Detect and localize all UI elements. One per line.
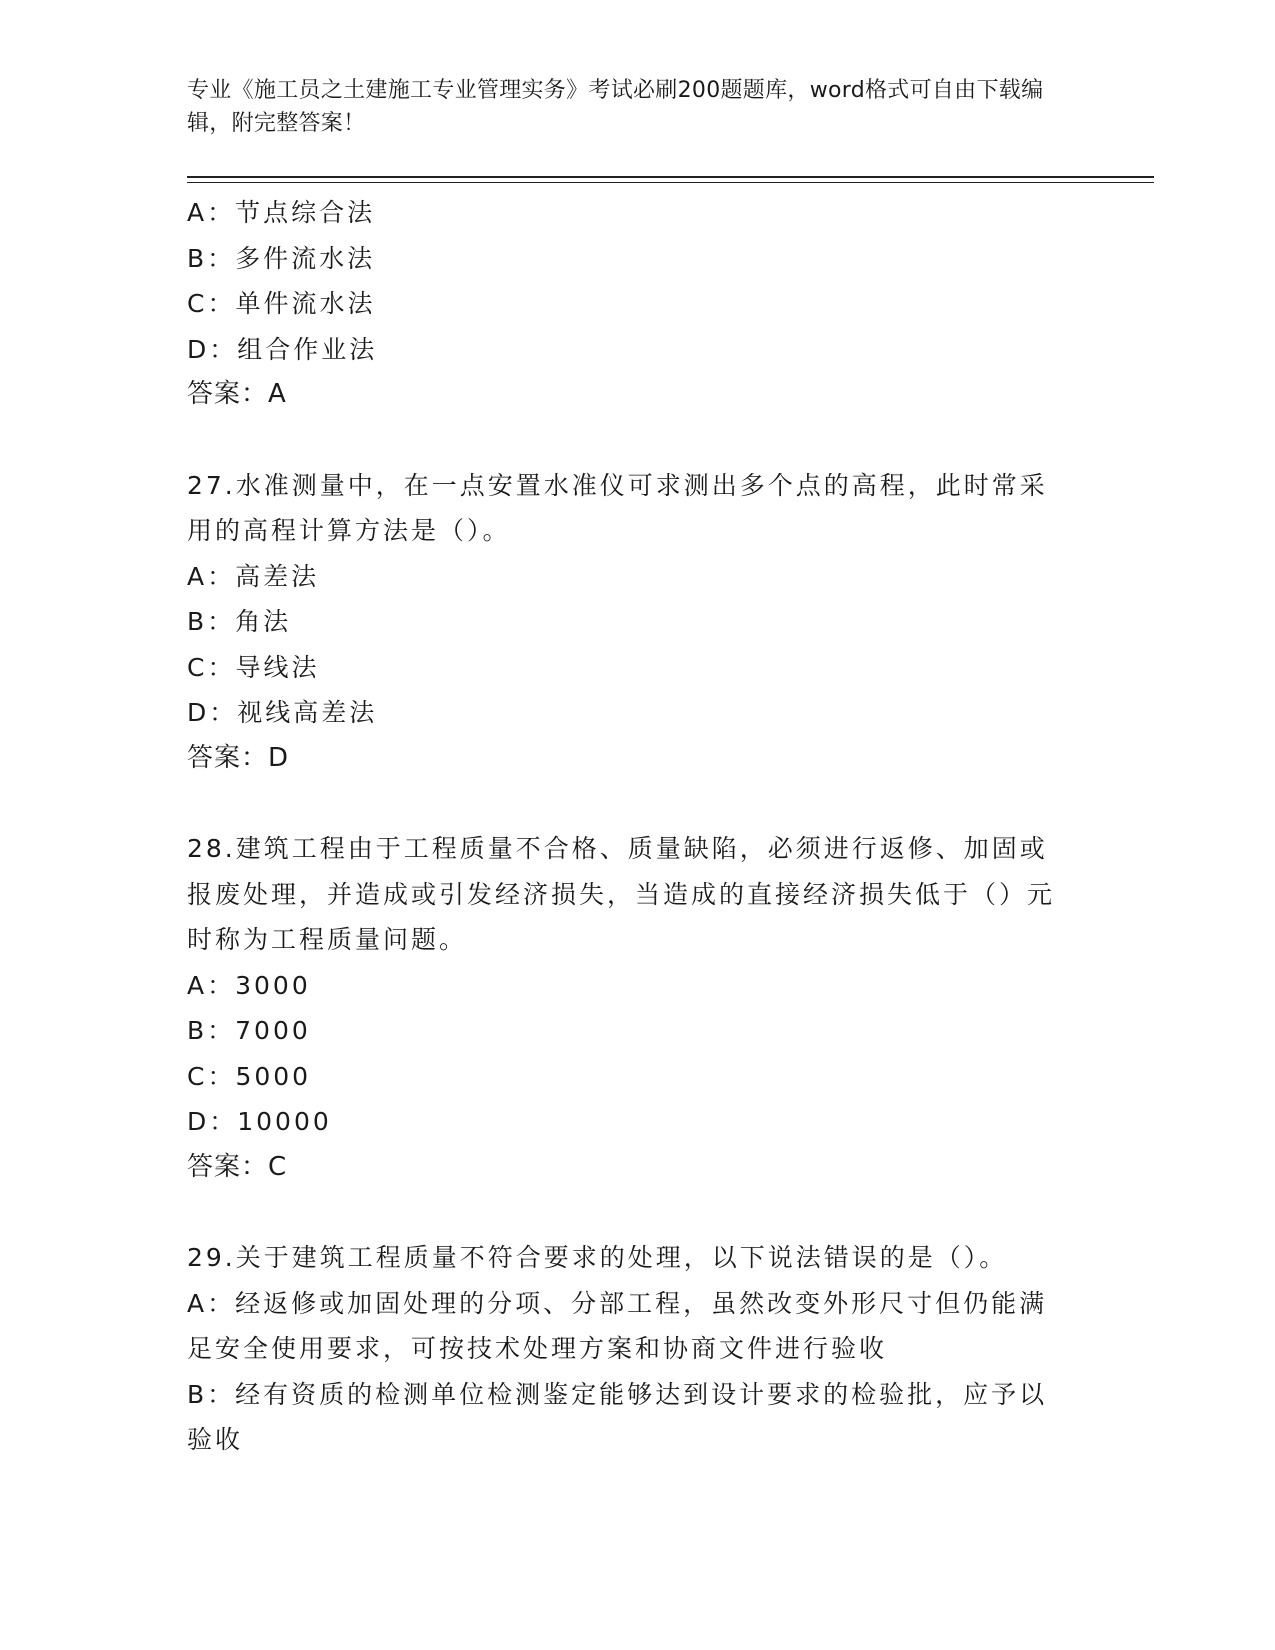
question-28-block: [187, 826, 1087, 1190]
q29-question: 29.关于建筑工程质量不符合要求的处理，以下说法错误的是（）。: [187, 1243, 1008, 1272]
q27-option-d: D：视线高差法: [187, 698, 378, 727]
header-rule-thick: [187, 176, 1154, 178]
q28-option-d: D：10000: [187, 1107, 332, 1136]
spacer: [187, 781, 1087, 826]
q28-question: 28.建筑工程由于工程质量不合格、质量缺陷，必须进行返修、加固或报废处理，并造成或引发经济损失，当造成的直接经济损失低于（）元时称为工程质量问题。: [187, 834, 1056, 954]
spacer: [187, 1190, 1087, 1235]
spacer: [187, 418, 1087, 463]
q27-answer: 答案：D: [187, 742, 290, 773]
document-content: [187, 190, 1087, 1463]
q28-option-b: B：7000: [187, 1016, 311, 1045]
q29-option-a: A：经返修或加固处理的分项、分部工程，虽然改变外形尺寸但仍能满足安全使用要求，可按技术处理方案和协商文件进行验收: [187, 1288, 1048, 1363]
question-27-block: [187, 463, 1087, 782]
q26-option-c: C：单件流水法: [187, 289, 376, 318]
question-26-block: [187, 190, 1087, 418]
q28-option-a: A：3000: [187, 970, 311, 1000]
q29-option-b: B：经有资质的检测单位检测鉴定能够达到设计要求的检验批，应予以验收: [187, 1379, 1048, 1454]
q26-option-a: A：节点综合法: [187, 198, 376, 227]
q26-option-b: B：多件流水法: [187, 243, 376, 273]
q28-option-c: C：5000: [187, 1061, 312, 1091]
document-header: 专业《施工员之土建施工专业管理实务》考试必刷200题题库，word格式可自由下载编辑，附完整答案！: [187, 78, 1044, 136]
q26-option-d: D：组合作业法: [187, 334, 378, 364]
q27-question: 27.水准测量中，在一点安置水准仪可求测出多个点的高程，此时常采用的高程计算方法是（）。: [187, 470, 1048, 545]
header-rule-thin: [187, 182, 1154, 183]
q27-option-a: A：高差法: [187, 561, 320, 591]
q27-option-c: C：导线法: [187, 652, 320, 682]
q28-answer: 答案：C: [187, 1151, 288, 1182]
q27-option-b: B：角法: [187, 607, 292, 636]
q26-answer: 答案：A: [187, 379, 287, 409]
question-29-block: [187, 1235, 1087, 1463]
